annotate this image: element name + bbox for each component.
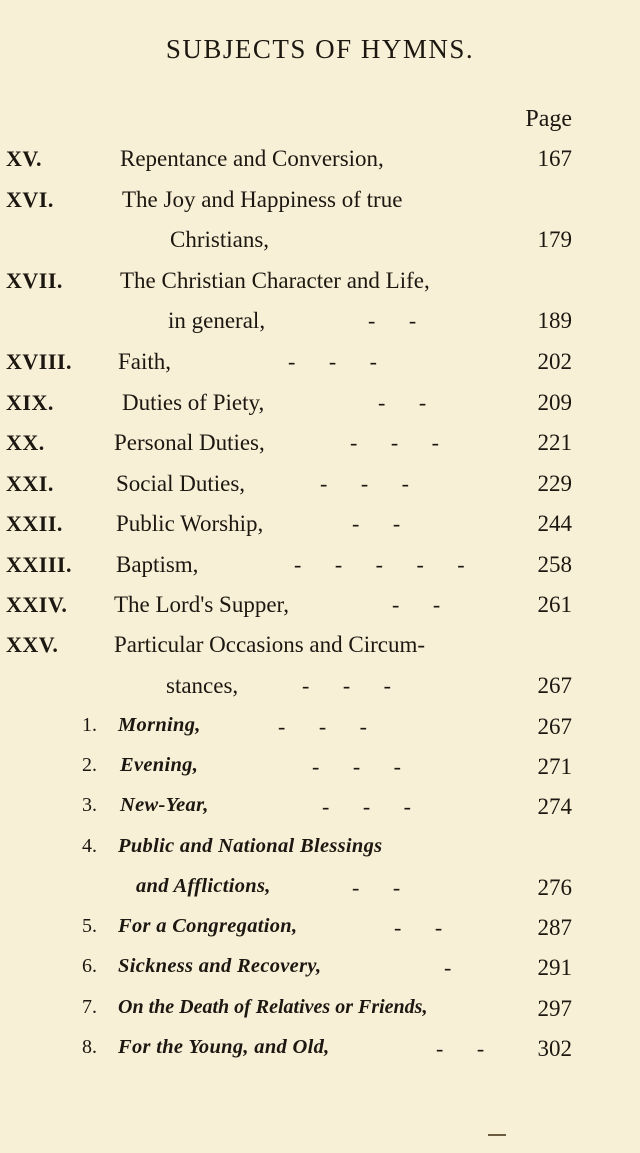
contents-subentry — [0, 915, 640, 945]
entry-page: 244 — [537, 511, 572, 536]
subentry-number: 5. — [82, 915, 97, 937]
entry-title: Faith, — [118, 349, 172, 374]
entry-number: XXIV. — [6, 592, 68, 617]
leader-dashes: - - - — [350, 430, 453, 455]
subentry-page: 297 — [537, 996, 572, 1021]
entry-number: XXII. — [6, 511, 63, 536]
contents-entry — [0, 430, 640, 460]
leader-dashes: - - — [352, 875, 415, 900]
leader-dashes: - - — [352, 511, 415, 536]
entry-title: The Lord's Supper, — [114, 592, 290, 617]
contents-entry-continuation — [0, 673, 640, 703]
contents-subentry-continuation — [0, 875, 640, 905]
subentry-number: 3. — [82, 794, 97, 816]
subentry-number: 2. — [82, 754, 97, 776]
contents-entry — [0, 349, 640, 379]
subentry-page: 291 — [537, 955, 572, 980]
contents-subentry — [0, 835, 640, 865]
subentry-page: 267 — [537, 714, 572, 739]
subentry-title: On the Death of Relatives or Friends, — [118, 996, 428, 1018]
contents-entry — [0, 268, 640, 298]
entry-number: XV. — [6, 146, 42, 171]
entry-page: 267 — [537, 673, 572, 698]
entry-number: XVIII. — [6, 349, 72, 374]
page-title: SUBJECTS OF HYMNS. — [165, 34, 475, 64]
entry-title-continued: Christians, — [170, 227, 270, 252]
entry-title: Baptism, — [116, 552, 199, 577]
leader-dashes: - - — [436, 1036, 499, 1061]
contents-entry — [0, 187, 640, 217]
subentry-page: 274 — [537, 794, 572, 819]
leader-dashes: - - - — [312, 754, 415, 779]
contents-entry — [0, 146, 640, 176]
subentry-title: Evening, — [120, 754, 199, 776]
contents-entry — [0, 592, 640, 622]
entry-number: XVII. — [6, 268, 63, 293]
entry-title: Social Duties, — [116, 471, 246, 496]
contents-entry — [0, 471, 640, 501]
subentry-title: Sickness and Recovery, — [118, 955, 322, 977]
subentry-page: 276 — [537, 875, 572, 900]
subentry-title: New-Year, — [120, 794, 209, 816]
subentry-number: 7. — [82, 996, 97, 1018]
entry-title: Particular Occasions and Circum- — [114, 632, 426, 657]
subentry-title: For a Congregation, — [118, 915, 298, 937]
contents-subentry — [0, 996, 640, 1026]
entry-title: Repentance and Conversion, — [120, 146, 384, 171]
entry-number: XVI. — [6, 187, 54, 212]
entry-title: The Joy and Happiness of true — [122, 187, 403, 212]
printer-mark — [488, 1134, 506, 1136]
entry-title: The Christian Character and Life, — [120, 268, 430, 293]
subentry-number: 6. — [82, 955, 97, 977]
entry-title-continued: in general, — [168, 308, 266, 333]
subentry-page: 287 — [537, 915, 572, 940]
contents-subentry — [0, 754, 640, 784]
entry-page: 202 — [537, 349, 572, 374]
subentry-title-continued: and Afflictions, — [136, 875, 271, 897]
subentry-page: 271 — [537, 754, 572, 779]
subentry-number: 8. — [82, 1036, 97, 1058]
leader-dashes: - — [444, 955, 466, 980]
leader-dashes: - - - — [302, 673, 405, 698]
contents-subentry — [0, 794, 640, 824]
subentry-title: Public and National Blessings — [118, 835, 383, 857]
contents-entry — [0, 552, 640, 582]
entry-page: 258 — [537, 552, 572, 577]
leader-dashes: - - — [394, 915, 457, 940]
entry-title-continued: stances, — [166, 673, 239, 698]
contents-subentry — [0, 955, 640, 985]
contents-entry-continuation — [0, 308, 640, 338]
entry-number: XIX. — [6, 390, 54, 415]
leader-dashes: - - — [368, 308, 431, 333]
entry-number: XXI. — [6, 471, 54, 496]
leader-dashes: - - - — [320, 471, 423, 496]
contents-entry — [0, 390, 640, 420]
contents-entry-continuation — [0, 227, 640, 257]
leader-dashes: - - — [378, 390, 441, 415]
entry-title: Personal Duties, — [114, 430, 265, 455]
entry-number: XXV. — [6, 632, 59, 657]
contents-subentry — [0, 1036, 640, 1066]
contents-entry — [0, 632, 640, 662]
leader-dashes: - - - - - — [294, 552, 479, 577]
subentry-number: 1. — [82, 714, 97, 736]
entry-page: 179 — [537, 227, 572, 252]
entry-title: Public Worship, — [116, 511, 264, 536]
entry-title: Duties of Piety, — [122, 390, 265, 415]
entry-page: 221 — [537, 430, 572, 455]
page-column-label: Page — [525, 106, 572, 132]
entry-number: XXIII. — [6, 552, 72, 577]
contents-entry — [0, 511, 640, 541]
leader-dashes: - - - — [288, 349, 391, 374]
entry-page: 229 — [537, 471, 572, 496]
entry-page: 189 — [537, 308, 572, 333]
leader-dashes: - - - — [278, 714, 381, 739]
subentry-page: 302 — [537, 1036, 572, 1061]
contents-subentry — [0, 714, 640, 744]
subentry-number: 4. — [82, 835, 97, 857]
subentry-title: For the Young, and Old, — [118, 1036, 330, 1058]
leader-dashes: - - — [392, 592, 455, 617]
entry-page: 261 — [537, 592, 572, 617]
entry-page: 167 — [537, 146, 572, 171]
leader-dashes: - - - — [322, 794, 425, 819]
entry-number: XX. — [6, 430, 45, 455]
subentry-title: Morning, — [118, 714, 201, 736]
entry-page: 209 — [537, 390, 572, 415]
